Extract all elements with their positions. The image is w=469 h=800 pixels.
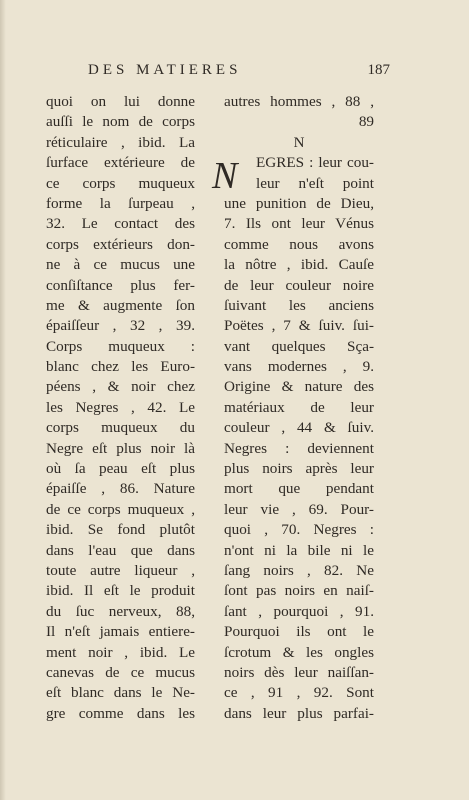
index-line: noirs dès leur naiſſan- [224,663,374,681]
index-line: n'ont ni la bile ni le [224,541,374,559]
index-line: vans modernes , 9. [224,358,374,376]
section-letter-heading: N [293,134,305,151]
index-line: du ſuc nerveux, 88, [46,602,195,620]
index-line: forme la ſurpeau , [46,194,195,212]
index-line: ſurface extérieure de [46,154,195,172]
index-line: Pourquoi ils ont le [224,623,374,641]
index-line: 7. Ils ont leur Vénus [224,215,374,233]
index-line: me & augmente ſon [46,296,195,314]
index-line: quoi on lui donne [46,93,195,110]
index-line: ibid. Il eſt le produit [46,582,195,600]
index-line: ment noir , ibid. Le [46,643,195,661]
index-line: Corps muqueux : [46,337,195,355]
index-line: conſiſtance plus fer- [46,276,195,294]
index-line: ne à ce mucus une [46,256,195,274]
index-line: auſſi le nom de corps [46,113,195,131]
index-column-left [46,92,195,724]
index-line: blanc chez les Euro- [46,358,195,376]
drop-cap-letter: N [212,155,238,198]
index-line: EGRES : leur cou- [256,154,374,172]
index-line: une punition de Dieu, [224,194,374,212]
page-number: 187 [367,62,390,78]
index-line: dans leur plus parfai- [224,704,374,722]
index-line: où ſa peau eſt plus [46,460,195,478]
index-line: 89 [358,113,374,131]
index-line: matériaux de leur [224,398,374,416]
index-line: Origine & nature des [224,378,374,396]
index-line: de ce corps muqueux , [46,500,195,518]
index-line: ce , 91 , 92. Sont [224,684,374,702]
index-line: corps extérieurs don- [46,235,195,253]
index-line: 32. Le contact des [46,215,195,233]
index-line: dans l'eau que dans [46,541,195,559]
index-line: ſcrotum & les ongles [224,643,374,661]
index-line: péens , & noir chez [46,378,195,396]
index-line: réticulaire , ibid. La [46,133,195,151]
dropcap-block [212,153,374,198]
index-line: ſont pas noirs en naiſ- [224,582,374,600]
index-line: épaiſſeur , 32 , 39. [46,317,195,335]
index-column-right [212,92,374,724]
running-title: DES MATIERES [88,62,242,78]
index-line: la nôtre , ibid. Cauſe [224,256,374,274]
index-line: plus noirs après leur [224,460,374,478]
index-line: canevas de ce mucus [46,663,195,681]
index-line: Poëtes , 7 & ſuiv. ſui- [224,317,374,335]
index-line: autres hommes , 88 , [224,93,374,110]
index-line: leur n'eſt point [256,174,374,192]
index-line: quoi , 70. Negres : [224,521,374,539]
index-line: toute autre liqueur , [46,561,195,579]
index-line: épaiſſe , 86. Nature [46,480,195,498]
index-line: Negre eſt plus noir là [46,439,195,457]
index-line: eſt blanc dans le Ne- [46,684,195,702]
index-line: Il n'eſt jamais entiere- [46,623,195,641]
index-line: Negres : deviennent [224,439,374,457]
index-line: comme nous avons [224,235,374,253]
index-line: leur vie , 69. Pour- [224,500,374,518]
index-line: de leur couleur noire [224,276,374,294]
index-line: ce corps muqueux [46,174,195,192]
index-line: mort que pendant [224,480,374,498]
index-line: corps muqueux du [46,419,195,437]
index-line: ſant , pourquoi , 91. [224,602,374,620]
index-line: gre comme dans les [46,704,195,722]
index-line: ibid. Se fond plutôt [46,521,195,539]
index-line: couleur , 44 & ſuiv. [224,419,374,437]
index-line: vant quelques Sça- [224,337,374,355]
page-edge-shadow [0,0,6,800]
index-line: les Negres , 42. Le [46,398,195,416]
running-header [80,62,390,84]
index-line: ſang noirs , 82. Ne [224,561,374,579]
index-line: ſuivant les anciens [224,296,374,314]
